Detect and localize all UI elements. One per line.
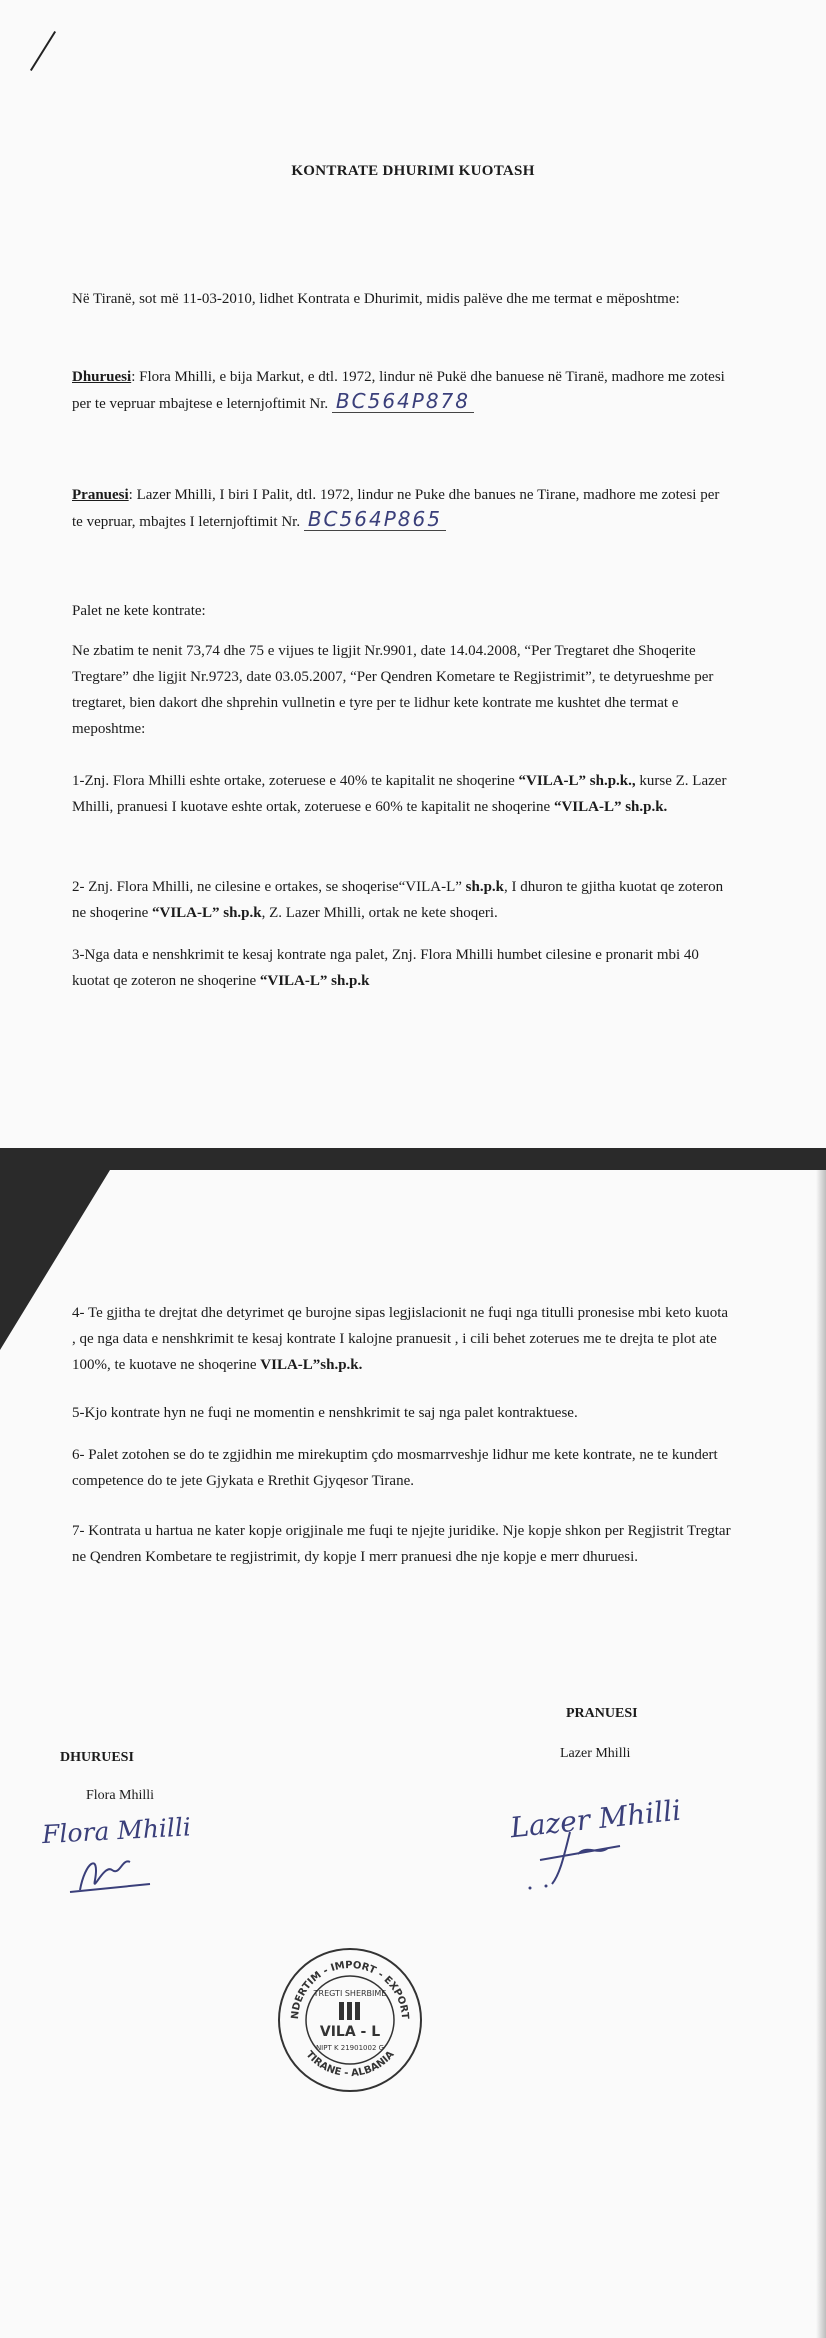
- stamp-mid-text: TREGTI SHERBIME: [313, 1989, 387, 1998]
- recipient-paragraph: [72, 482, 732, 535]
- donor-signature-heading: DHURUESI: [60, 1750, 134, 1765]
- clause-2-text-b: , I dhuron te gjitha kuotat qe zoteron ne shoqerine: [72, 879, 724, 921]
- clause-2-suffix: sh.p.k: [465, 879, 505, 895]
- recipient-signature-heading: PRANUESI: [566, 1706, 638, 1721]
- clause-2-text-c: , Z. Lazer Mhilli, ortak ne kete shoqeri.: [261, 905, 498, 921]
- clause-1: [72, 768, 732, 820]
- page-edge-shadow: [816, 1170, 826, 2338]
- donor-text: : Flora Mhilli, e bija Markut, e dtl. 1972, lindur në Pukë dhe banuese në Tiranë, madhore me zotesi per te vepruar mbajtese e leternjoftimit Nr.: [72, 369, 725, 412]
- recipient-id-handwritten: BC564P865: [304, 508, 446, 531]
- clause-4-company: VILA-L”sh.p.k.: [260, 1357, 363, 1373]
- clause-4: [72, 1300, 732, 1378]
- document-title: KONTRATE DHURIMI KUOTASH: [291, 163, 535, 179]
- parties-intro: Palet ne kete kontrate:: [72, 603, 206, 619]
- stamp-center-text: VILA - L: [319, 2024, 381, 2040]
- clause-7: 7- Kontrata u hartua ne kater kopje origjinale me fuqi te njejte juridike. Nje kopje shkon per Regjistrit Tregtar ne Qendren Kombetare te regjistrimit, dy kopje I merr pranuesi dhe nje kopje e merr dhuruesi.: [72, 1523, 731, 1565]
- clause-6: 6- Palet zotohen se do te zgjidhin me mirekuptim çdo mosmarrveshje lidhur me kete kontrate, ne te kundert competence do te jete Gjykata e Rrethit Gjyqesor Tirane.: [72, 1447, 718, 1489]
- clause-5: 5-Kjo kontrate hyn ne fuqi ne momentin e nenshkrimit te saj nga palet kontraktuese.: [72, 1405, 578, 1421]
- clause-3-text: 3-Nga data e nenshkrimit te kesaj kontrate nga palet, Znj. Flora Mhilli humbet cilesine e pronarit mbi 40 kuotat qe zoteron ne shoqerine: [72, 947, 699, 989]
- clause-4-text: 4- Te gjitha te drejtat dhe detyrimet qe burojne sipas legjislacionit ne fuqi nga titulli pronesise mbi keto kuota , qe nga data e nenshkrimit te kesaj kontrate I kalojne pranuesit , i cili behet zoterues me te drejta te plot ate 100%, te kuotave ne shoqerine: [72, 1305, 729, 1373]
- donor-handwritten-signature: [40, 1800, 240, 1900]
- clause-3: [72, 942, 732, 994]
- preamble-paragraph: Ne zbatim te nenit 73,74 dhe 75 e vijues te ligjit Nr.9901, date 14.04.2008, “Per Tregtaret dhe Shoqerite Tregtare” dhe ligjit Nr.9723, date 03.05.2007, “Per Qendren Kometare te Regjistrimit”, te detyrueshme per tregtaret, bien dakort dhe shprehin vullnetin e tyre per te lidhur kete kontrate me kushtet dhe termat e meposhtme:: [72, 643, 714, 737]
- donor-handwritten-name: Flora Mhilli: [41, 1812, 192, 1850]
- donor-id-handwritten: BC564P878: [332, 390, 474, 413]
- recipient-handwritten-name: Lazer Mhilli: [508, 1793, 683, 1845]
- clause-1-company-a: “VILA-L” sh.p.k.,: [518, 773, 636, 789]
- clause-1-company-b: “VILA-L” sh.p.k.: [553, 799, 668, 815]
- recipient-handwritten-signature: [500, 1770, 700, 1890]
- clause-1-text-b: kurse Z. Lazer Mhilli, pranuesi I kuotave eshte ortak, zoteruese e 60% te kapitalit ne shoqerine: [72, 773, 727, 815]
- scan-gap: [0, 1148, 826, 1170]
- donor-paragraph: [72, 364, 732, 417]
- recipient-text: : Lazer Mhilli, I biri I Palit, dtl. 1972, lindur ne Puke dhe banues ne Tirane, madhore me zotesi per te vepruar, mbajtes I leternjoftimit Nr.: [72, 487, 720, 530]
- contract-page-1: [0, 0, 826, 1148]
- recipient-label: Pranuesi: [72, 487, 129, 503]
- donor-label: Dhuruesi: [72, 369, 132, 385]
- stamp-bottom-text: TIRANE - ALBANIA: [303, 2049, 397, 2080]
- stamp-top-text: NDERTIM - IMPORT - EXPORT: [289, 1959, 411, 2020]
- clause-3-company: “VILA-L” sh.p.k: [259, 973, 370, 989]
- recipient-signature-name: Lazer Mhilli: [560, 1746, 631, 1761]
- clause-2-company: “VILA-L” sh.p.k: [151, 905, 262, 921]
- stamp-nipt-text: NIPT K 21901002 G: [315, 2044, 385, 2052]
- clause-2-text-a: 2- Znj. Flora Mhilli, ne cilesine e ortakes, se shoqerise“VILA-L”: [72, 879, 466, 895]
- clause-1-text-a: 1-Znj. Flora Mhilli eshte ortake, zoteruese e 40% te kapitalit ne shoqerine: [72, 773, 519, 789]
- clause-2: [72, 874, 732, 926]
- intro-paragraph: Në Tiranë, sot më 11-03-2010, lidhet Kontrata e Dhurimit, midis palëve dhe me termat e mëposhtme:: [72, 291, 680, 307]
- donor-signature-name: Flora Mhilli: [86, 1788, 155, 1803]
- pen-slash-mark: [30, 31, 56, 71]
- company-stamp: [276, 1946, 424, 2094]
